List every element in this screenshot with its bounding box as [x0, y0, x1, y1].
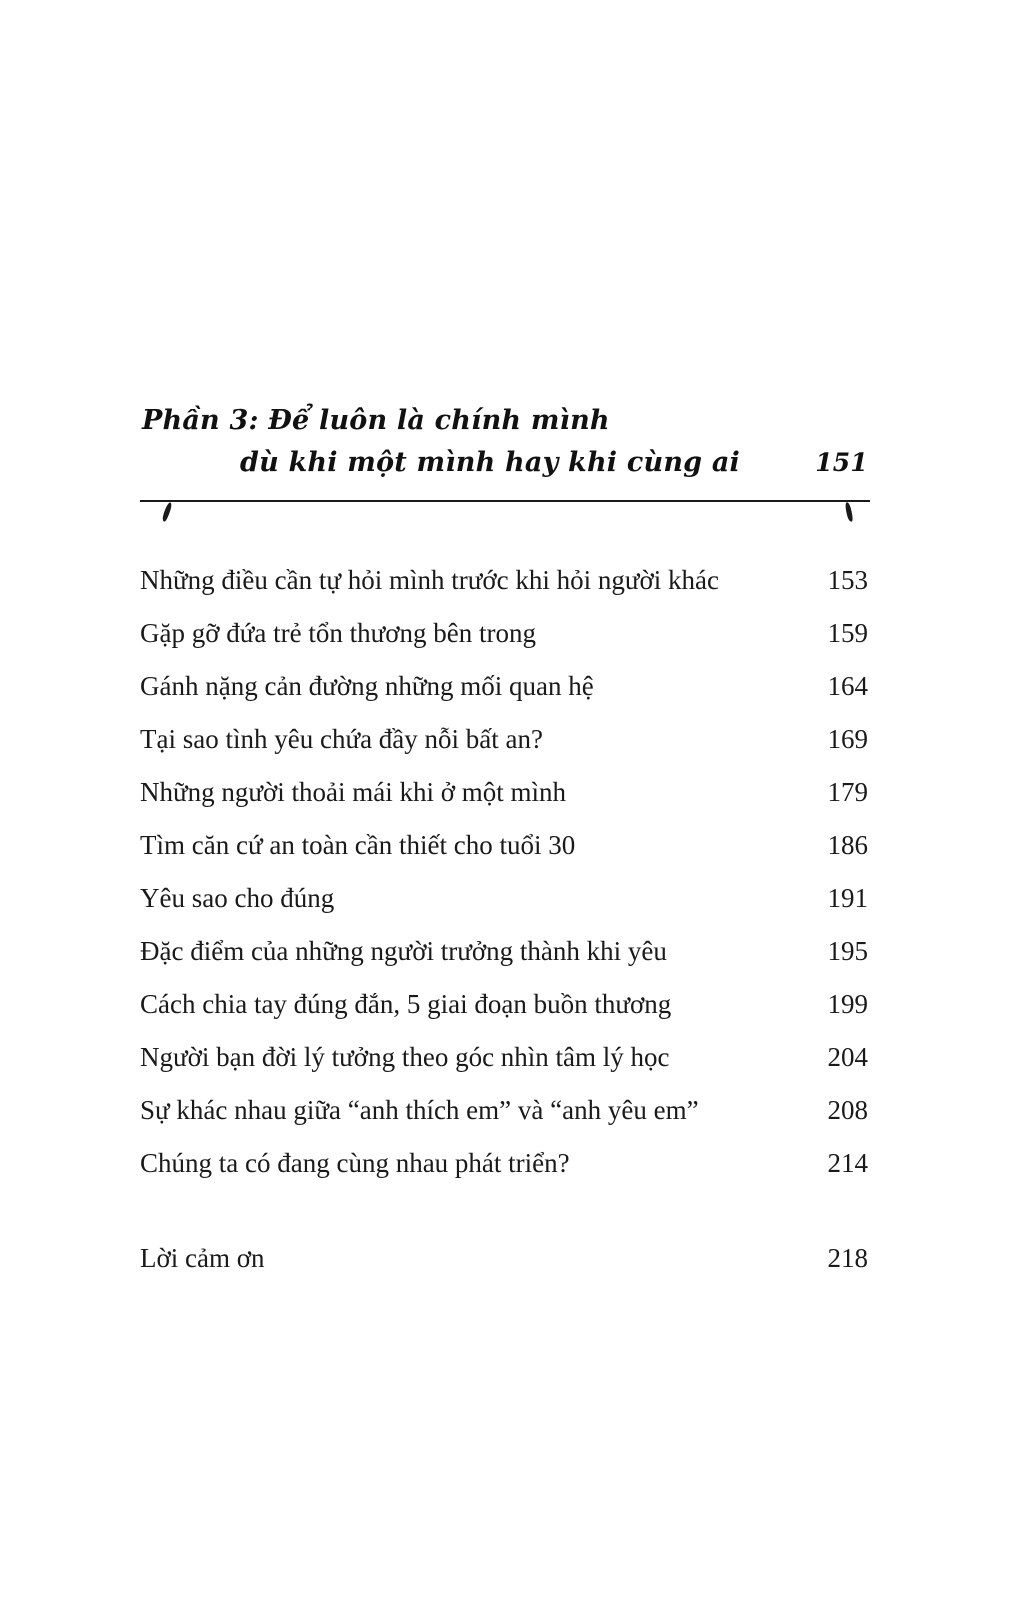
list-item [140, 978, 870, 1031]
flourish-right-icon [844, 501, 855, 522]
toc-entry-page: 204 [827, 1041, 868, 1072]
toc-entry-page: 179 [827, 776, 868, 807]
toc-entry-page: 186 [827, 829, 868, 860]
flourish-left-icon [162, 501, 173, 522]
toc-entry-page: 208 [827, 1094, 868, 1125]
list-item [140, 1084, 870, 1137]
list-item [140, 872, 870, 925]
list-item [140, 660, 870, 713]
toc-entry-page: 164 [827, 670, 868, 701]
toc-entry-page: 218 [827, 1242, 868, 1273]
toc-entry-title: Yêu sao cho đúng [140, 882, 335, 913]
toc-entry-page: 214 [827, 1147, 868, 1178]
toc-entry-title: Lời cảm ơn [140, 1242, 265, 1273]
list-item [140, 607, 870, 660]
section-heading-row [140, 442, 870, 484]
toc-entry-list [140, 554, 870, 1285]
toc-entry-title: Người bạn đời lý tưởng theo góc nhìn tâm lý học [140, 1041, 670, 1072]
toc-entry-title: Tìm căn cứ an toàn cần thiết cho tuổi 30 [140, 829, 576, 860]
list-item [140, 766, 870, 819]
toc-entry-title: Những người thoải mái khi ở một mình [140, 776, 567, 807]
toc-entry-page: 169 [827, 723, 868, 754]
divider [140, 494, 870, 528]
toc-entry-title: Những điều cần tự hỏi mình trước khi hỏi người khác [140, 564, 719, 595]
toc-entry-page: 159 [827, 617, 868, 648]
toc-entry-title: Sự khác nhau giữa “anh thích em” và “anh yêu em” [140, 1094, 699, 1125]
toc-entry-title: Gặp gỡ đứa trẻ tổn thương bên trong [140, 617, 536, 648]
toc-entry-title: Cách chia tay đúng đắn, 5 giai đoạn buồn thương [140, 988, 672, 1019]
list-item [140, 925, 870, 978]
toc-entry-page: 195 [827, 935, 868, 966]
section-heading-line-2: dù khi một mình hay khi cùng ai [240, 446, 740, 478]
list-item [140, 1031, 870, 1084]
toc-entry-title: Gánh nặng cản đường những mối quan hệ [140, 670, 594, 701]
list-item [140, 819, 870, 872]
list-item [140, 554, 870, 607]
section-heading-line-1: Phần 3: Để luôn là chính mình [142, 405, 610, 436]
section-page-number: 151 [815, 447, 868, 477]
toc-entry-title: Tại sao tình yêu chứa đầy nỗi bất an? [140, 723, 543, 754]
table-of-contents [140, 400, 870, 1285]
toc-entry-page: 199 [827, 988, 868, 1019]
list-item [140, 713, 870, 766]
toc-entry-title: Chúng ta có đang cùng nhau phát triển? [140, 1147, 570, 1178]
list-item-acknowledgements [140, 1232, 870, 1285]
list-item [140, 1137, 870, 1190]
toc-entry-page: 191 [827, 882, 868, 913]
toc-entry-page: 153 [827, 564, 868, 595]
section-heading [140, 400, 870, 484]
divider-line [140, 500, 870, 502]
toc-entry-title: Đặc điểm của những người trưởng thành khi yêu [140, 935, 667, 966]
